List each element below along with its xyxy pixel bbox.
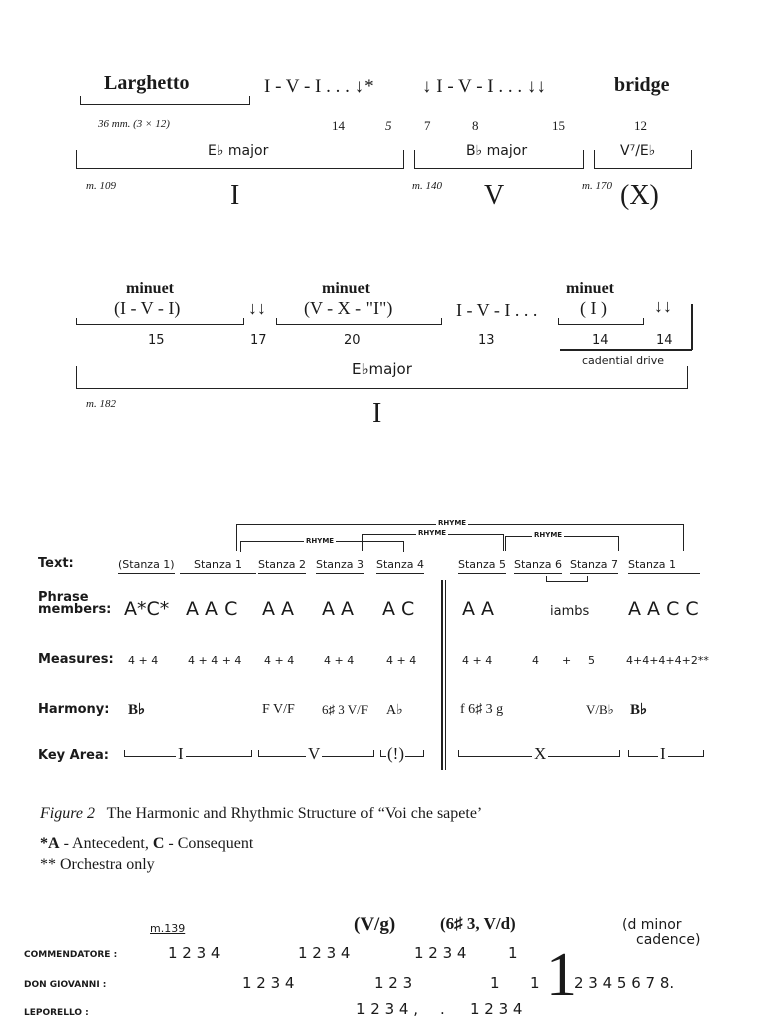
commendatore-count-1: 1 2 3 4 <box>168 944 221 962</box>
d-minor-cadence-note <box>622 918 700 948</box>
minuet-progression-2: (V - X - "I") <box>304 298 393 318</box>
progression-3: I - V - I . . . <box>456 300 538 320</box>
larghetto-measure-count: 36 mm. (3 × 12) <box>98 118 170 130</box>
minuet-bracket-1 <box>76 318 244 325</box>
roman-I-2: I <box>372 398 382 429</box>
giovanni-count-1: 1 2 3 4 <box>242 974 295 992</box>
stanza-header-2: Stanza 1 <box>180 558 256 574</box>
downbeat-big-1: 1 <box>546 941 577 1009</box>
measures-7c: 5 <box>588 654 595 667</box>
measures-8: 4+4+4+4+2** <box>626 654 709 667</box>
measures-6: 4 + 4 <box>462 654 493 667</box>
key-label-v7-eflat: V⁷/E♭ <box>620 143 656 159</box>
stanza-header-7: Stanza 6 <box>514 558 562 574</box>
phrase-members-2: A A C <box>186 598 238 620</box>
giovanni-count-2: 1 2 3 <box>374 974 413 992</box>
commendatore-count-2: 1 2 3 4 <box>298 944 351 962</box>
measure-139: m.139 <box>150 922 186 935</box>
measure-182: m. 182 <box>86 398 116 410</box>
count-8: 8 <box>472 118 479 133</box>
harmony-5: f 6♯ 3 g <box>460 702 504 717</box>
roman-V: V <box>484 180 505 211</box>
measure-140: m. 140 <box>412 180 442 192</box>
phrase-members-3: A A <box>262 598 295 620</box>
figure-number: Figure 2 <box>40 805 95 822</box>
count-20: 20 <box>344 333 361 348</box>
phrase-members-6: A A <box>462 598 495 620</box>
footnote-1-text-b: - Consequent <box>164 835 254 852</box>
measures-5: 4 + 4 <box>386 654 417 667</box>
measures-7b: + <box>562 654 572 667</box>
key-label-eflat-major-2: E♭major <box>352 360 412 378</box>
harmony-6: V/B♭ <box>586 702 614 717</box>
harmony-v-of-d: (6♯ 3, V/d) <box>440 914 516 933</box>
double-bar-left <box>441 580 443 770</box>
footnote-1-A: *A <box>40 835 60 852</box>
commendatore-count-4: 1 <box>508 944 518 962</box>
rhyme-label-2: RHYME <box>418 529 447 537</box>
key-label-bflat-major: B♭ major <box>466 143 528 159</box>
stanza-6-7-link <box>546 576 588 582</box>
giovanni-count-3: 1 <box>490 974 500 992</box>
row-label-text: Text: <box>38 556 74 571</box>
rhyme-label-outer: RHYME <box>438 519 467 527</box>
harmony-v-of-g: (V/g) <box>354 914 396 935</box>
count-5: 5 <box>385 118 392 133</box>
cadential-drive-label: cadential drive <box>582 354 665 367</box>
footnote-1-text-a: - Antecedent, <box>59 835 153 852</box>
stanza-header-1: (Stanza 1) <box>118 558 175 574</box>
harmony-3: 6♯ 3 V/F <box>322 702 368 717</box>
footnote-1 <box>40 835 253 853</box>
commendatore-count-3: 1 2 3 4 <box>414 944 467 962</box>
harmony-2: F V/F <box>262 702 295 717</box>
rhyme-label-1: RHYME <box>306 537 335 545</box>
row-label-phrase: Phrase <box>38 590 89 605</box>
minuet-title-2: minuet <box>322 280 370 297</box>
minuet-bracket-2 <box>276 318 442 325</box>
measures-1: 4 + 4 <box>128 654 159 667</box>
progression-1: I - V - I . . . ↓* <box>264 76 374 97</box>
phrase-members-4: A A <box>322 598 355 620</box>
row-label-harmony: Harmony: <box>38 702 110 717</box>
giovanni-count-4: 1 <box>530 974 540 992</box>
key-area-3: (!) <box>387 744 404 763</box>
progression-2: ↓ I - V - I . . . ↓↓ <box>422 76 546 97</box>
roman-X-parenthesized: (X) <box>620 180 659 211</box>
measure-170: m. 170 <box>582 180 612 192</box>
cadence-line-2: cadence) <box>636 932 701 948</box>
tail-count: 2 3 4 5 6 7 8. <box>574 974 675 992</box>
stanza-header-6: Stanza 5 <box>458 558 506 574</box>
count-14: 14 <box>332 118 345 133</box>
footnote-1-C: C <box>152 835 165 852</box>
phrase-members-8: A A C C <box>628 598 699 620</box>
count-13: 13 <box>478 333 495 348</box>
key-area-1: I <box>178 744 184 763</box>
row-label-phrase-members <box>38 592 111 616</box>
key-area-bracket-1 <box>124 750 252 757</box>
leporello-count-2: . <box>440 1000 445 1018</box>
cadence-line-1: (d minor <box>622 917 682 933</box>
row-label-measures: Measures: <box>38 652 114 667</box>
phrase-members-1: A*C* <box>124 598 170 620</box>
count-17: 17 <box>250 333 267 348</box>
footnote-2: ** Orchestra only <box>40 856 155 873</box>
voice-commendatore: COMMENDATORE : <box>24 950 118 960</box>
key-label-eflat-major: E♭ major <box>208 143 269 159</box>
stanza-header-5: Stanza 4 <box>376 558 424 574</box>
count-12: 12 <box>634 118 647 133</box>
arrows-down-1: ↓↓ <box>248 298 266 318</box>
key-area-5: I <box>660 744 666 763</box>
measures-7a: 4 <box>532 654 539 667</box>
measures-2: 4 + 4 + 4 <box>188 654 242 667</box>
harmony-1: B♭ <box>128 702 146 718</box>
key-area-2: V <box>308 744 321 763</box>
phrase-members-5: A C <box>382 598 415 620</box>
minuet-bracket-3 <box>558 318 644 325</box>
roman-I: I <box>230 180 240 211</box>
stanza-header-8: Stanza 7 <box>570 558 618 574</box>
rhyme-label-3: RHYME <box>534 531 563 539</box>
section-title-bridge: bridge <box>614 74 670 96</box>
larghetto-bracket <box>80 96 250 105</box>
phrase-members-iambs: iambs <box>550 604 590 619</box>
row-label-members: members: <box>38 602 112 617</box>
measures-3: 4 + 4 <box>264 654 295 667</box>
measure-109: m. 109 <box>86 180 116 192</box>
voice-leporello: LEPORELLO : <box>24 1008 89 1018</box>
voice-don-giovanni: DON GIOVANNI : <box>24 980 107 990</box>
count-14b: 14 <box>656 333 673 348</box>
arrows-down-2: ↓↓ <box>654 296 672 316</box>
harmony-7: B♭ <box>630 702 648 718</box>
stanza-header-4: Stanza 3 <box>316 558 364 574</box>
minuet-title-3: minuet <box>566 280 614 297</box>
count-15: 15 <box>552 118 565 133</box>
harmony-4: A♭ <box>386 703 403 718</box>
count-15b: 15 <box>148 333 165 348</box>
minuet-progression-1: (I - V - I) <box>114 298 181 318</box>
key-area-4: X <box>534 744 547 763</box>
stanza-header-9: Stanza 1 <box>628 558 700 574</box>
figure-title: The Harmonic and Rhythmic Structure of “Voi che sapete’ <box>106 805 483 822</box>
double-bar-right <box>445 580 446 770</box>
cadential-bracket-line <box>560 349 692 351</box>
row-label-key-area: Key Area: <box>38 748 109 763</box>
minuet-progression-3: ( I ) <box>580 298 607 318</box>
stanza-header-3: Stanza 2 <box>258 558 306 574</box>
leporello-count-3: 1 2 3 4 <box>470 1000 523 1018</box>
section-title-larghetto: Larghetto <box>104 72 190 94</box>
minuet-title-1: minuet <box>126 280 174 297</box>
leporello-count-1: 1 2 3 4 , <box>356 1000 419 1018</box>
count-14a: 14 <box>592 333 609 348</box>
cadential-bracket-end <box>691 304 693 350</box>
measures-4: 4 + 4 <box>324 654 355 667</box>
figure-caption <box>40 805 482 823</box>
count-7: 7 <box>424 118 431 133</box>
